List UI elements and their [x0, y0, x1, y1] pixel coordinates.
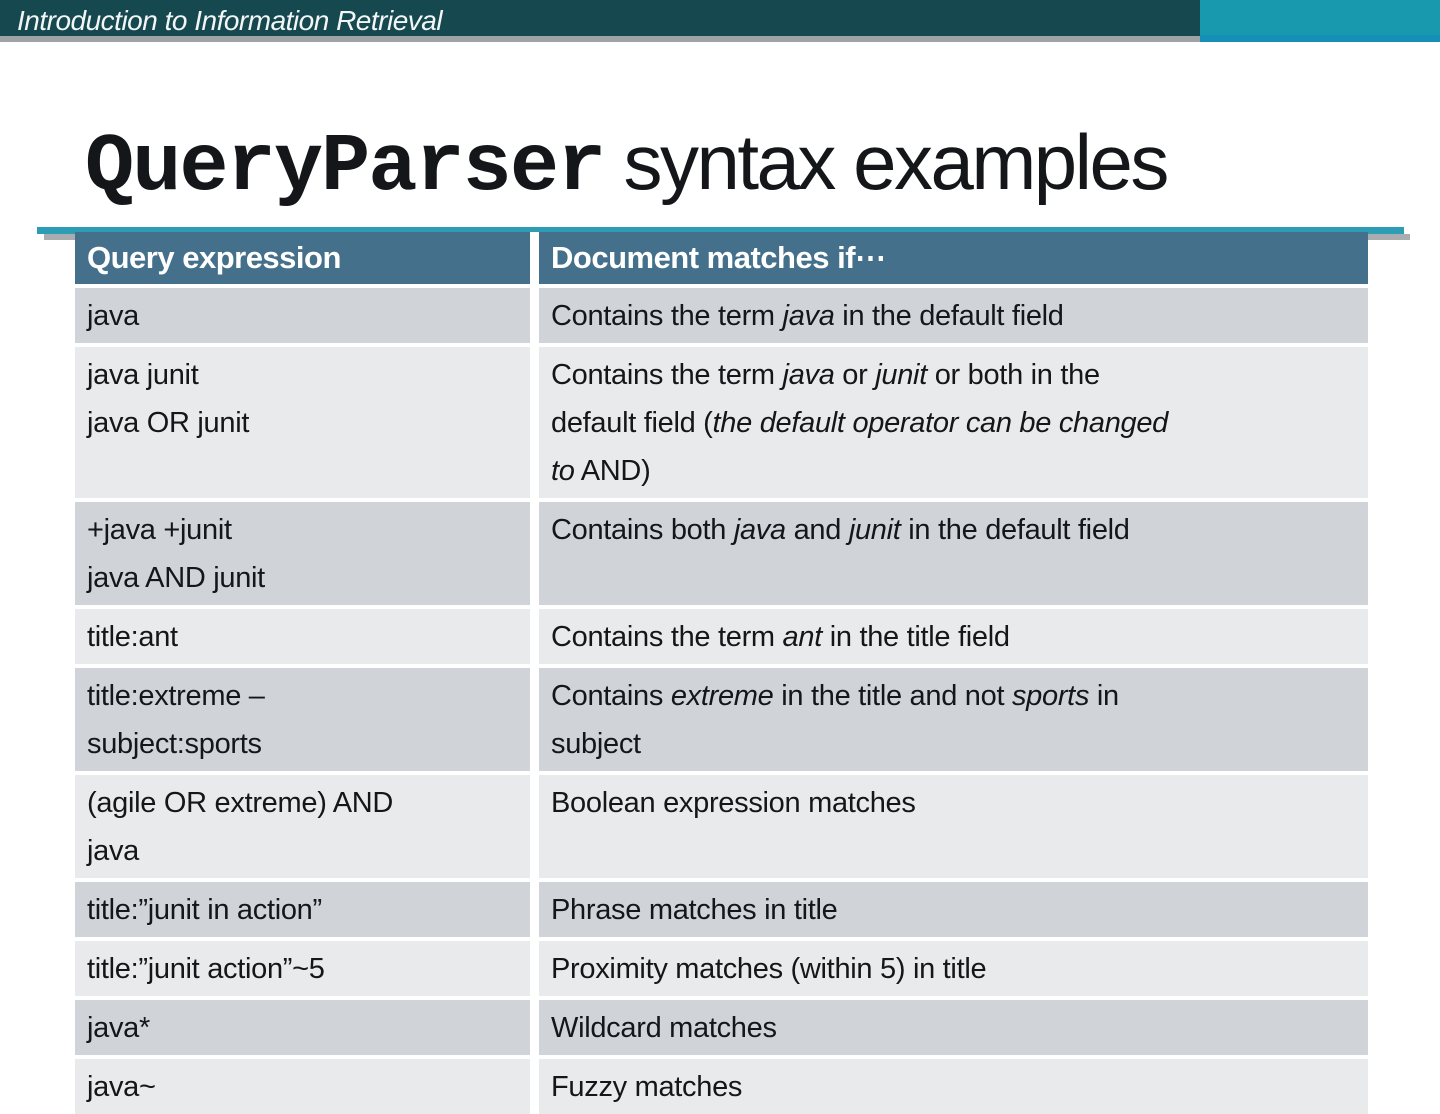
match-description-cell: Contains the term java or junit or both in the default field (the default operator can be changed to AND)	[539, 347, 1368, 498]
match-description-cell: Contains the term java in the default field	[539, 288, 1368, 343]
slide-title	[85, 118, 1167, 214]
match-description-cell: Phrase matches in title	[539, 882, 1368, 937]
column-header-document-matches: Document matches if⋯	[539, 232, 1368, 284]
query-expression-cell: java*	[75, 1000, 530, 1055]
match-description-cell: Contains extreme in the title and not sports in subject	[539, 668, 1368, 771]
query-expression-cell: title:ant	[75, 609, 530, 664]
title-regular-part: syntax examples	[604, 118, 1167, 206]
syntax-table	[75, 232, 1368, 1114]
query-expression-cell: +java +junit java AND junit	[75, 502, 530, 605]
match-description-cell: Contains the term ant in the title field	[539, 609, 1368, 664]
course-title: Introduction to Information Retrieval	[17, 5, 443, 36]
query-expression-cell: title:extreme – subject:sports	[75, 668, 530, 771]
match-description-cell: Wildcard matches	[539, 1000, 1368, 1055]
query-expression-cell: title:”junit in action”	[75, 882, 530, 937]
match-description-cell: Contains both java and junit in the default field	[539, 502, 1368, 605]
column-header-query-expression: Query expression	[75, 232, 530, 284]
match-description-cell: Proximity matches (within 5) in title	[539, 941, 1368, 996]
query-expression-cell: java junit java OR junit	[75, 347, 530, 498]
match-description-cell: Boolean expression matches	[539, 775, 1368, 878]
query-expression-cell: java~	[75, 1059, 530, 1114]
query-expression-cell: (agile OR extreme) AND java	[75, 775, 530, 878]
query-expression-cell: title:”junit action”~5	[75, 941, 530, 996]
match-description-cell: Fuzzy matches	[539, 1059, 1368, 1114]
top-banner	[0, 0, 1440, 42]
query-expression-cell: java	[75, 288, 530, 343]
title-monospace-part: QueryParser	[85, 121, 605, 214]
banner-accent-block	[1200, 0, 1440, 42]
